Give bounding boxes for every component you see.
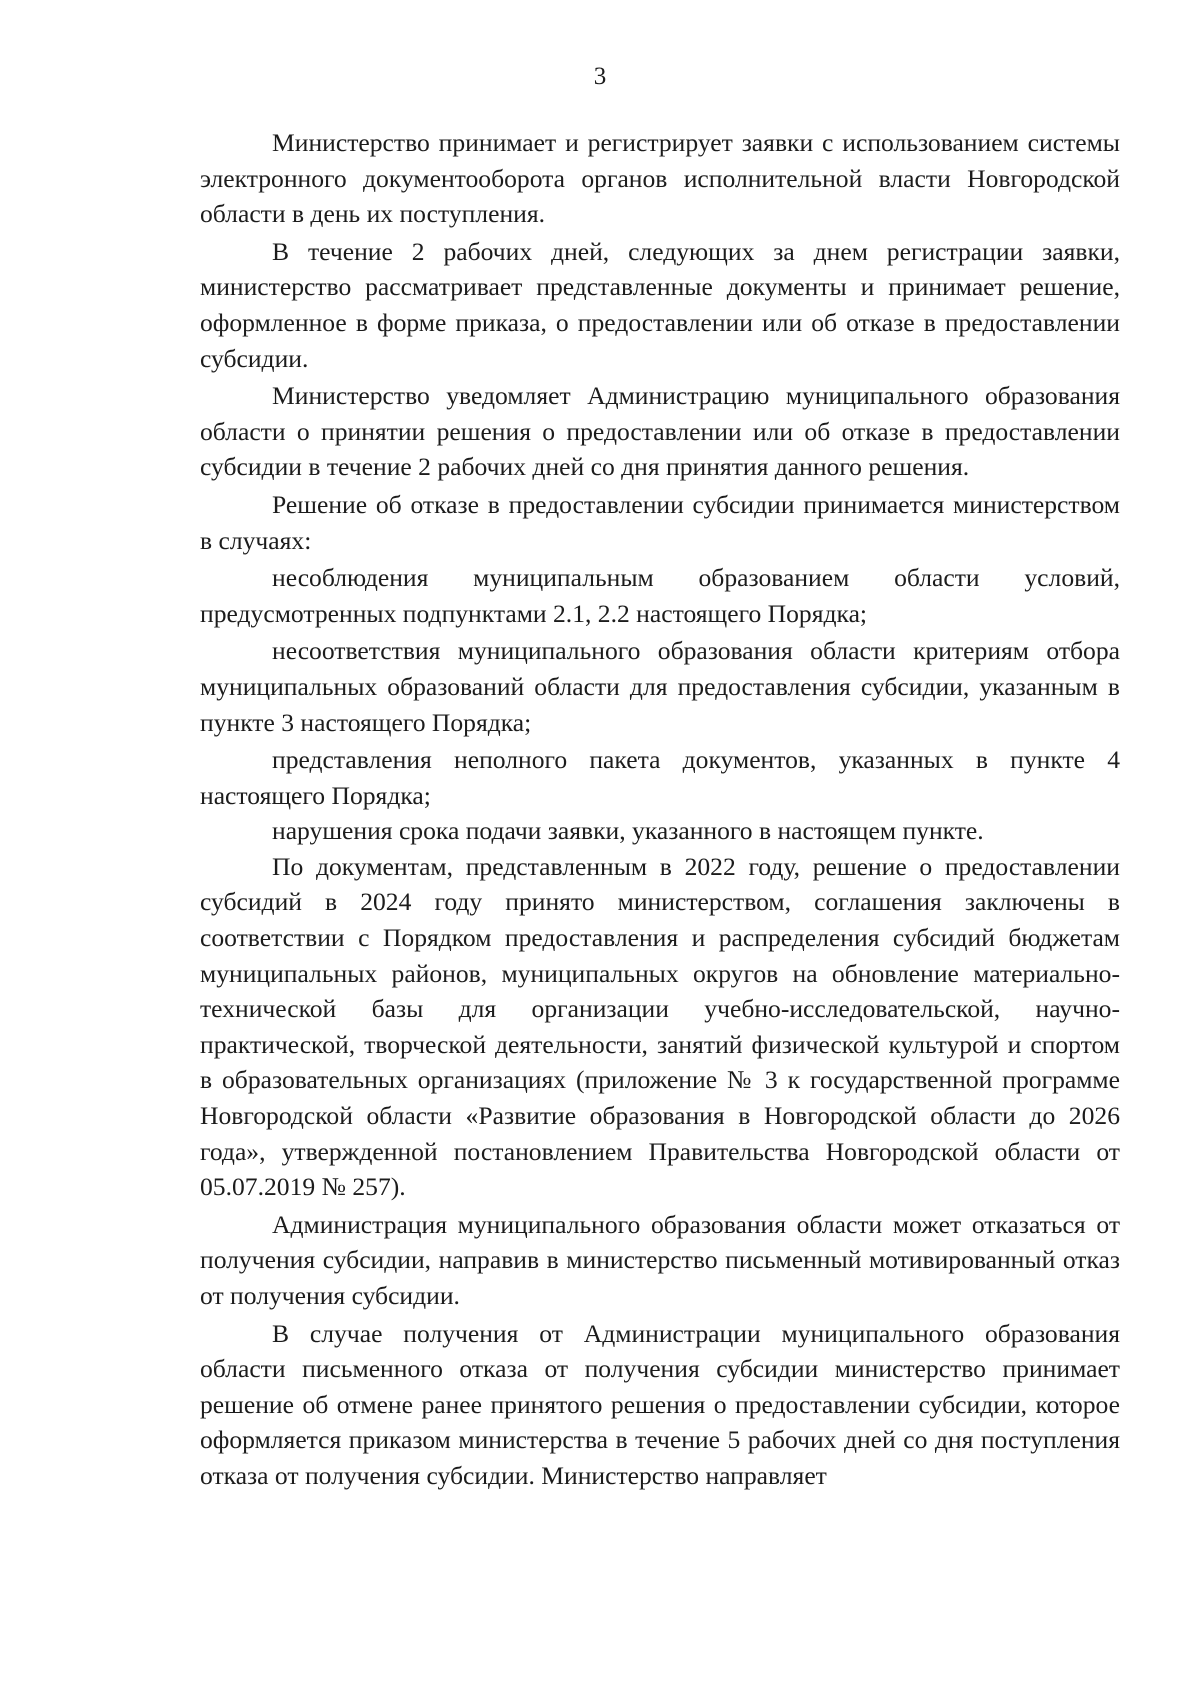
paragraph-waiver: Администрация муниципального образования области может отказаться от получения субсидии, направив в министерство письменный мотивированный отказ от получения субсидии. [200, 1209, 1120, 1310]
paragraph-registration: Министерство принимает и регистрирует заявки с использованием системы электронного документооборота органов исполнительной власти Новгородской области в день их поступления. [200, 128, 1120, 229]
paragraph-cancellation: В случае получения от Администрации муниципального образования области письменного отказа от получения субсидии министерство принимает решение об отмене ранее принятого решения о предоставлении субсидии, которое оформляется приказом министерства в течение 5 рабочих дней со дня поступления отказа от получения субсидии. Министерство направляет [200, 1318, 1120, 1490]
page-number: 3 [593, 63, 607, 90]
paragraph-case-deadline: нарушения срока подачи заявки, указанного в настоящем пункте. [272, 816, 984, 846]
paragraph-case-criteria: несоответствия муниципального образования области критериям отбора муниципальных образований области для предоставления субсидии, указанным в пункте 3 настоящего Порядка; [200, 636, 1120, 737]
paragraph-case-documents: представления неполного пакета документов, указанных в пункте 4 настоящего Порядка; [200, 745, 1120, 810]
paragraph-notification: Министерство уведомляет Администрацию муниципального образования области о принятии решения о предоставлении или об отказе в предоставлении субсидии в течение 2 рабочих дней со дня принятия данного решения. [200, 381, 1120, 482]
document-body [200, 125, 1120, 1494]
paragraph-review-period: В течение 2 рабочих дней, следующих за днем регистрации заявки, министерство рассматривает представленные документы и принимает решение, оформленное в форме приказа, о предоставлении или об отказе в предоставлении субсидии. [200, 236, 1120, 373]
paragraph-refusal-cases: Решение об отказе в предоставлении субсидии принимается министерством в случаях: [200, 489, 1120, 555]
paragraph-2022-documents: По документам, представленным в 2022 году, решение о предоставлении субсидий в 2024 году принято министерством, соглашения заключены в соответствии с Порядком предоставления и распределения субсидий бюджетам муниципальных районов, муниципальных округов на обновление материально-технической базы для организации учебно-исследовательской, научно-практической, творческой деятельности, занятий физической культурой и спортом в образовательных организациях (приложение № 3 к государственной программе Новгородской области «Развитие образования в Новгородской области до 2026 года», утвержденной постановлением Правительства Новгородской области от 05.07.2019 № 257). [200, 851, 1120, 1202]
paragraph-case-conditions: несоблюдения муниципальным образованием области условий, предусмотренных подпунктами 2.1, 2.2 настоящего Порядка; [200, 563, 1120, 628]
